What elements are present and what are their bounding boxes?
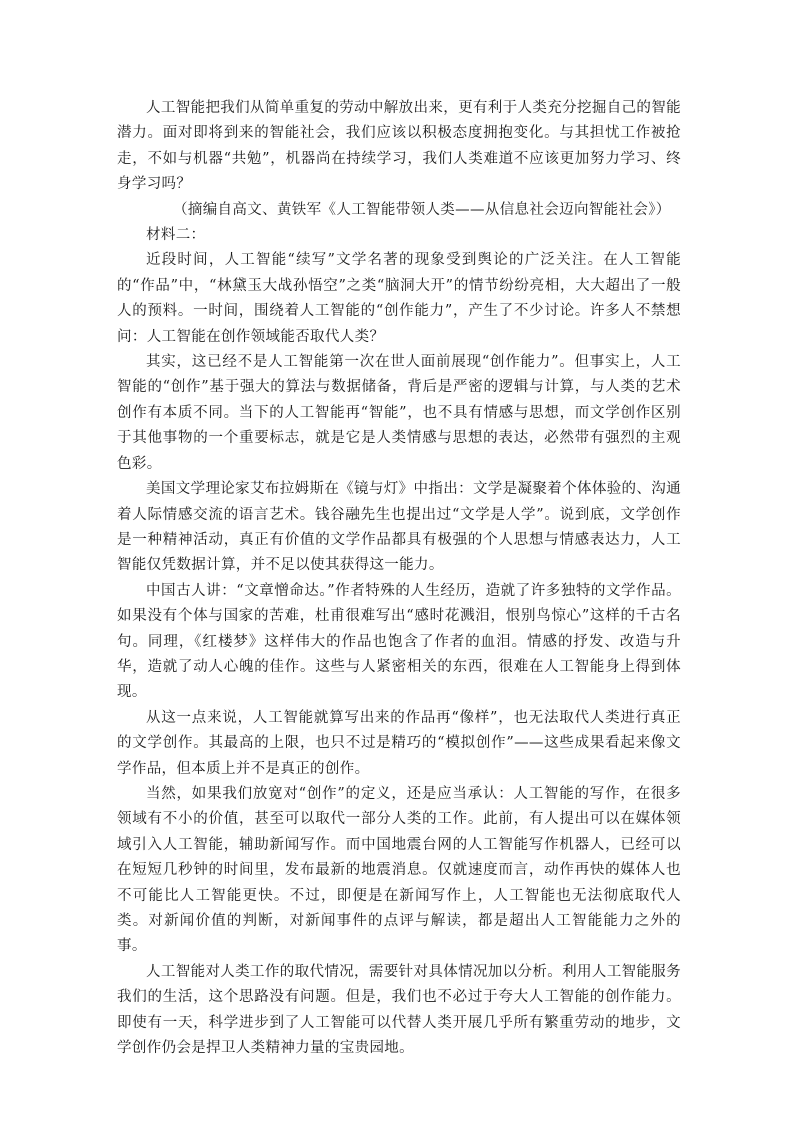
source-citation: （摘编自高文、黄铁军《人工智能带领人类——从信息社会迈向智能社会》） bbox=[173, 201, 671, 218]
paragraph-conclusion: 人工智能对人类工作的取代情况，需要针对具体情况加以分析。利用人工智能服务我们的生活，这个思路没有问题。但是，我们也不必过于夸大人工智能的创作能力。即使有一天，科学进步到了人工智能可以代替人类开展几乎所有繁重劳动的地步，文学创作仍会是捍卫人类精神力量的宝贵园地。 bbox=[117, 963, 681, 1057]
document-body bbox=[117, 96, 681, 1061]
paragraph-simulated-creation: 从这一点来说，人工智能就算写出来的作品再“像样”，也无法取代人类进行真正的文学创作。其最高的上限，也只不过是精巧的“模拟创作”——这些成果看起来像文学作品，但本质上并不是真正的创作。 bbox=[117, 709, 681, 777]
paragraph-creative-ability: 其实，这已经不是人工智能第一次在世人面前展现“创作能力”。但事实上，人工智能的“创作”基于强大的算法与数据储备，背后是严密的逻辑与计算，与人类的艺术创作有本质不同。当下的人工智能再“智能”，也不具有情感与思想，而文学创作区别于其他事物的一个重要标志，就是它是人类情感与思想的表达，必然带有强烈的主观色彩。 bbox=[117, 354, 681, 472]
material-two-label: 材料二： bbox=[146, 227, 206, 244]
paragraph-ai-liberation: 人工智能把我们从简单重复的劳动中解放出来，更有利于人类充分挖掘自己的智能潜力。面对即将到来的智能社会，我们应该以积极态度拥抱变化。与其担忧工作被抢走，不如与机器“共勉”，机器尚在持续学习，我们人类难道不应该更加努力学习、终身学习吗？ bbox=[117, 100, 681, 193]
paragraph-news-writing: 当然，如果我们放宽对“创作”的定义，还是应当承认：人工智能的写作，在很多领域有不小的价值，甚至可以取代一部分人类的工作。此前，有人提出可以在媒体领域引入人工智能，辅助新闻写作。而中国地震台网的人工智能写作机器人，已经可以在短短几秒钟的时间里，发布最新的地震消息。仅就速度而言，动作再快的媒体人也不可能比人工智能更快。不过，即便是在新闻写作上，人工智能也无法彻底取代人类。对新闻价值的判断，对新闻事件的点评与解读，都是超出人工智能能力之外的事。 bbox=[117, 785, 681, 955]
paragraph-mirror-and-lamp: 美国文学理论家艾布拉姆斯在《镜与灯》中指出：文学是凝聚着个体体验的、沟通着人际情感交流的语言艺术。钱谷融先生也提出过“文学是人学”。说到底，文学创作是一种精神活动，真正有价值的文学作品都具有极强的个人思想与情感表达力，人工智能仅凭数据计算，并不足以使其获得这一能力。 bbox=[117, 481, 681, 574]
paragraph-ai-continuation-writing: 近段时间，人工智能“续写”文学名著的现象受到舆论的广泛关注。在人工智能的“作品”中，“林黛玉大战孙悟空”之类“脑洞大开”的情节纷纷亮相，大大超出了一般人的预料。一时间，围绕着人工智能的“创作能力”，产生了不少讨论。许多人不禁想问：人工智能在创作领域能否取代人类？ bbox=[117, 252, 681, 345]
paragraph-ancient-saying: 中国古人讲：“文章憎命达。”作者特殊的人生经历，造就了许多独特的文学作品。如果没有个体与国家的苦难，杜甫很难写出“感时花溅泪，恨别鸟惊心”这样的千古名句。同理，《红楼梦》这样伟大的作品也饱含了作者的血泪。情感的抒发、改造与升华，造就了动人心魄的佳作。这些与人紧密相关的东西，很难在人工智能身上得到体现。 bbox=[117, 582, 681, 701]
